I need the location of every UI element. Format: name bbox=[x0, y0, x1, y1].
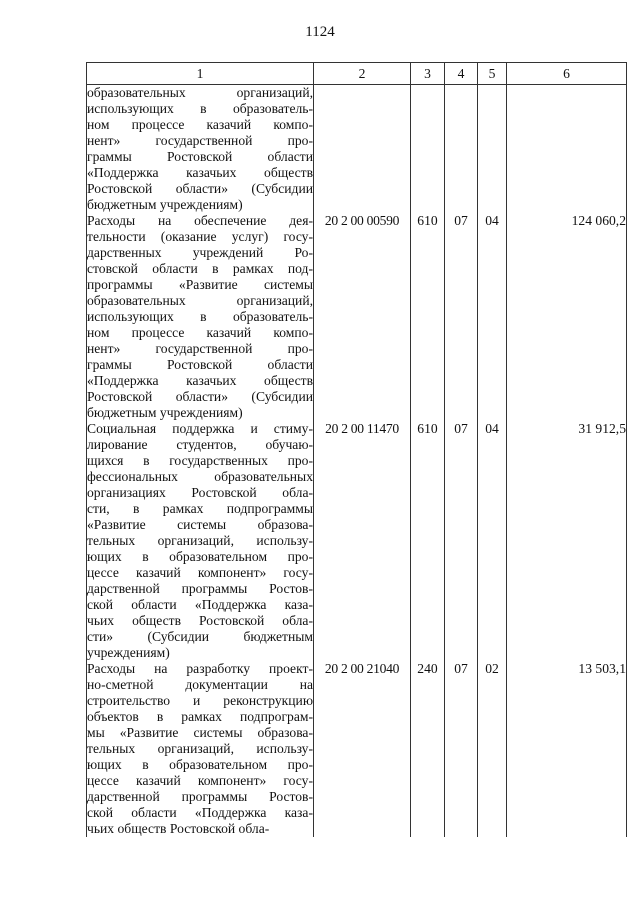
description-line: ющих в образовательном про- bbox=[87, 757, 313, 772]
column-header-5: 5 bbox=[478, 63, 507, 85]
row-amount: 124 060,2 bbox=[507, 213, 627, 421]
description-line: ской области «Поддержка каза- bbox=[87, 597, 313, 612]
description-line: ющих в образовательном про- bbox=[87, 549, 313, 564]
budget-table bbox=[86, 62, 627, 837]
table-row bbox=[87, 213, 627, 421]
column-header-3: 3 bbox=[411, 63, 445, 85]
description-line: ном процессе казачий компо- bbox=[87, 117, 313, 132]
description-line: «Поддержка казачьих обществ bbox=[87, 165, 313, 180]
row-column-3: 240 bbox=[411, 661, 445, 837]
row-code bbox=[314, 85, 411, 214]
description-line: сти, в рамках подпрограммы bbox=[87, 501, 313, 516]
description-line: ном процессе казачий компо- bbox=[87, 325, 313, 340]
description-line: организациях Ростовской обла- bbox=[87, 485, 313, 500]
description-line: чьих обществ Ростовской обла- bbox=[87, 613, 313, 628]
row-description bbox=[87, 421, 314, 661]
description-line: тельности (оказание услуг) госу- bbox=[87, 229, 313, 244]
description-line: граммы Ростовской области bbox=[87, 149, 313, 164]
column-header-4: 4 bbox=[445, 63, 478, 85]
row-description bbox=[87, 85, 314, 214]
description-line: «Развитие системы образова- bbox=[87, 517, 313, 532]
description-line: программы «Развитие системы bbox=[87, 277, 313, 292]
description-line: образовательных организаций, bbox=[87, 293, 313, 308]
row-amount: 13 503,1 bbox=[507, 661, 627, 837]
row-description bbox=[87, 661, 314, 837]
description-line: дарственных учреждений Ро- bbox=[87, 245, 313, 260]
description-line: дарственной программы Ростов- bbox=[87, 789, 313, 804]
row-column-5: 04 bbox=[478, 421, 507, 661]
row-code: 20 2 00 00590 bbox=[314, 213, 411, 421]
row-column-5: 02 bbox=[478, 661, 507, 837]
description-line: граммы Ростовской области bbox=[87, 357, 313, 372]
description-line: но-сметной документации на bbox=[87, 677, 313, 692]
description-line: нент» государственной про- bbox=[87, 133, 313, 148]
row-amount bbox=[507, 85, 627, 214]
column-header-1: 1 bbox=[87, 63, 314, 85]
row-column-4 bbox=[445, 85, 478, 214]
row-description bbox=[87, 213, 314, 421]
row-amount: 31 912,5 bbox=[507, 421, 627, 661]
column-header-2: 2 bbox=[314, 63, 411, 85]
column-number-row bbox=[87, 63, 627, 85]
row-column-4: 07 bbox=[445, 213, 478, 421]
row-column-5 bbox=[478, 85, 507, 214]
description-line: фессиональных образовательных bbox=[87, 469, 313, 484]
description-line: мы «Развитие системы образова- bbox=[87, 725, 313, 740]
description-line: стовской области в рамках под- bbox=[87, 261, 313, 276]
description-line: дарственной программы Ростов- bbox=[87, 581, 313, 596]
description-line: Социальная поддержка и стиму- bbox=[87, 421, 313, 436]
table-row bbox=[87, 421, 627, 661]
description-line: лирование студентов, обучаю- bbox=[87, 437, 313, 452]
description-line: Расходы на обеспечение дея- bbox=[87, 213, 313, 228]
row-column-4: 07 bbox=[445, 421, 478, 661]
description-line: тельных организаций, использу- bbox=[87, 741, 313, 756]
description-line: чьих обществ Ростовской обла- bbox=[87, 821, 270, 836]
row-column-3 bbox=[411, 85, 445, 214]
description-line: Расходы на разработку проект- bbox=[87, 661, 313, 676]
description-line: образовательных организаций, bbox=[87, 85, 313, 100]
row-code: 20 2 00 11470 bbox=[314, 421, 411, 661]
description-line: объектов в рамках подпрограм- bbox=[87, 709, 313, 724]
table-row bbox=[87, 661, 627, 837]
table-row bbox=[87, 85, 627, 214]
description-line: сти» (Субсидии бюджетным bbox=[87, 629, 313, 644]
description-line: использующих в образователь- bbox=[87, 309, 313, 324]
description-line: цессе казачий компонент» госу- bbox=[87, 565, 313, 580]
description-line: учреждениям) bbox=[87, 645, 170, 660]
description-line: Ростовской области» (Субсидии bbox=[87, 181, 313, 196]
row-code: 20 2 00 21040 bbox=[314, 661, 411, 837]
description-line: тельных организаций, использу- bbox=[87, 533, 313, 548]
description-line: нент» государственной про- bbox=[87, 341, 313, 356]
description-line: бюджетным учреждениям) bbox=[87, 405, 243, 420]
description-line: использующих в образователь- bbox=[87, 101, 313, 116]
description-line: бюджетным учреждениям) bbox=[87, 197, 243, 212]
column-header-6: 6 bbox=[507, 63, 627, 85]
description-line: «Поддержка казачьих обществ bbox=[87, 373, 313, 388]
row-column-3: 610 bbox=[411, 421, 445, 661]
description-line: щихся в государственных про- bbox=[87, 453, 313, 468]
row-column-5: 04 bbox=[478, 213, 507, 421]
description-line: ской области «Поддержка каза- bbox=[87, 805, 313, 820]
page-number: 1124 bbox=[305, 24, 335, 40]
description-line: строительство и реконструкцию bbox=[87, 693, 313, 708]
row-column-3: 610 bbox=[411, 213, 445, 421]
row-column-4: 07 bbox=[445, 661, 478, 837]
description-line: цессе казачий компонент» госу- bbox=[87, 773, 313, 788]
description-line: Ростовской области» (Субсидии bbox=[87, 389, 313, 404]
